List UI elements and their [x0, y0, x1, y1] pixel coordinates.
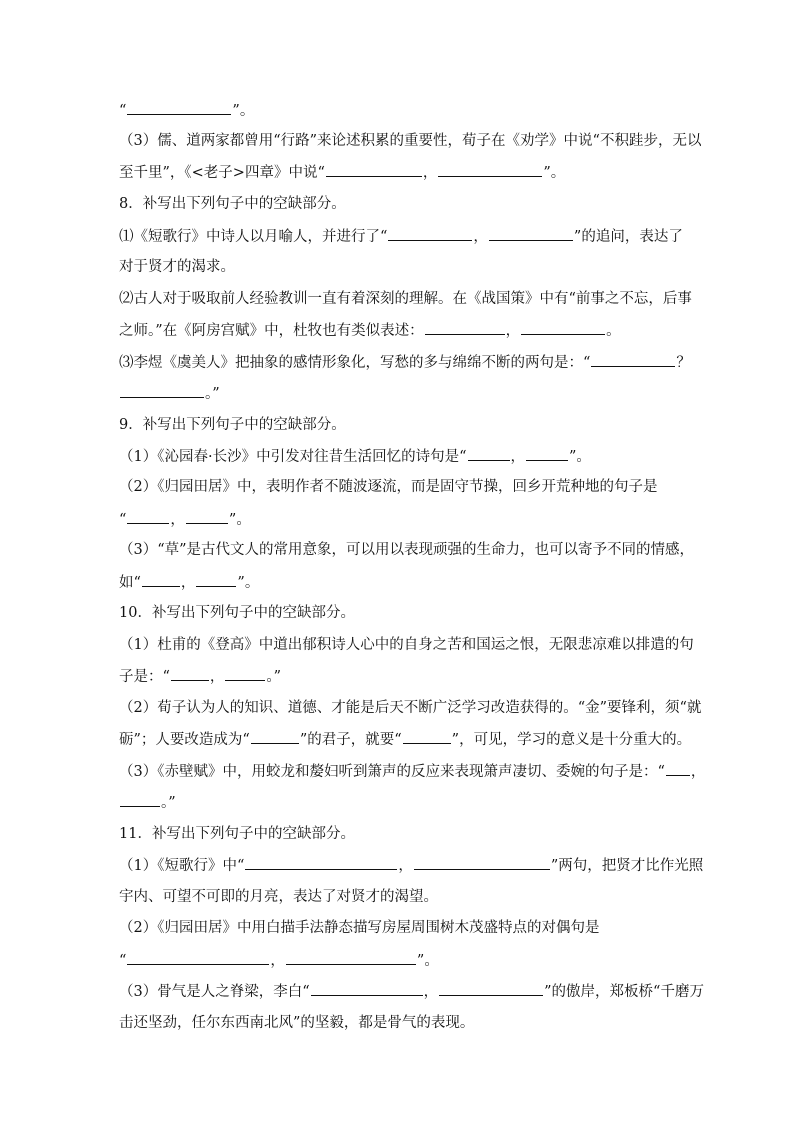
text-segment: ， [180, 575, 196, 591]
text-line [119, 540, 694, 560]
text-segment: 之师。”在《阿房宫赋》中，杜牧也有类似表述： [119, 323, 424, 339]
answer-blank[interactable] [489, 226, 573, 241]
text-segment: ”。 [232, 103, 255, 119]
text-segment: 至千里”，《<老子>四章》中说“ [119, 165, 325, 181]
text-segment: ？ [676, 355, 691, 371]
answer-blank[interactable] [225, 666, 265, 681]
text-segment: 对于贤才的渴求。 [119, 259, 235, 275]
text-line [119, 320, 621, 341]
text-segment: 。 [606, 323, 621, 339]
text-segment: ”，可见，学习的意义是十分重大的。 [451, 732, 692, 748]
answer-blank[interactable] [142, 572, 180, 587]
answer-blank[interactable] [127, 509, 169, 524]
text-line [119, 792, 176, 813]
text-segment: 。” [161, 795, 176, 811]
text-line [119, 226, 683, 247]
text-segment: ⑵古人对于吸取前人经验教训一直有着深刻的理解。在《战国策》中有“前事之不忘，后事 [119, 291, 692, 307]
answer-blank[interactable] [196, 572, 236, 587]
text-segment: （3）儒、道两家都曾用“行路”来论述积累的重要性，荀子在《劝学》中说“不积跬步，无以 [119, 133, 702, 149]
answer-blank[interactable] [245, 855, 397, 870]
text-segment: ， [690, 764, 706, 780]
answer-blank[interactable] [186, 509, 228, 524]
text-segment: ， [170, 512, 185, 528]
text-segment: “ [119, 953, 127, 969]
answer-blank[interactable] [468, 446, 510, 461]
text-segment: 砺”；人要改造成为“ [119, 732, 250, 748]
answer-blank[interactable] [251, 729, 299, 744]
text-line [119, 289, 692, 309]
text-line [119, 824, 355, 844]
text-segment: ⑴《短歌行》中诗人以月喻人，并进行了“ [119, 229, 388, 245]
answer-blank[interactable] [326, 162, 422, 177]
text-line [119, 257, 235, 277]
text-segment: ”。 [237, 575, 260, 591]
text-line [119, 666, 281, 687]
text-line [119, 1013, 474, 1033]
answer-blank[interactable] [666, 761, 690, 776]
text-segment: （3）“草”是古代文人的常用意象，可以用以表现顽强的生命力，也可以寄予不同的情感， [119, 542, 695, 558]
text-line [119, 352, 691, 373]
text-segment: 子是：“ [119, 669, 170, 685]
text-line [119, 698, 701, 718]
text-segment: “ [119, 103, 127, 119]
answer-blank[interactable] [438, 162, 542, 177]
text-line [119, 855, 703, 876]
text-line [119, 729, 691, 750]
text-segment: ， [505, 323, 521, 339]
text-segment: ⑶李煜《虞美人》把抽象的感情形象化，写愁的多与绵绵不断的两句是：“ [119, 355, 591, 371]
text-segment: （1）杜甫的《登高》中道出郁积诗人心中的自身之苦和国运之恨，无限悲凉难以排遣的句 [119, 637, 694, 653]
text-segment: ， [423, 984, 439, 1000]
text-segment: 10．补写出下列句子中的空缺部分。 [119, 605, 355, 621]
answer-blank[interactable] [439, 981, 543, 996]
answer-blank[interactable] [171, 666, 209, 681]
answer-blank[interactable] [388, 226, 472, 241]
text-segment: ， [510, 449, 525, 465]
text-segment: 。” [266, 669, 282, 685]
text-line [119, 887, 438, 907]
text-line [119, 194, 346, 214]
answer-blank[interactable] [521, 320, 605, 335]
text-segment: ， [422, 165, 438, 181]
text-line [119, 950, 439, 971]
answer-blank[interactable] [127, 950, 269, 965]
answer-blank[interactable] [120, 383, 204, 398]
text-segment: ， [270, 953, 285, 969]
answer-blank[interactable] [403, 729, 451, 744]
text-line [119, 572, 259, 593]
text-segment: （2）荀子认为人的知识、道德、才能是后天不断广泛学习改造获得的。“金”要锋利，须“就 [119, 700, 702, 716]
text-segment: （1）《沁园春·长沙》中引发对往昔生活回忆的诗句是“ [119, 449, 467, 465]
text-line [119, 100, 254, 121]
answer-blank[interactable] [591, 352, 675, 367]
text-segment: ”。 [416, 953, 439, 969]
text-segment: 11．补写出下列句子中的空缺部分。 [119, 826, 355, 842]
text-line [119, 415, 346, 435]
answer-blank[interactable] [127, 100, 231, 115]
text-segment: “ [119, 512, 127, 528]
text-segment: ”的君子，就要“ [299, 732, 402, 748]
text-segment: （2）《归园田居》中，表明作者不随波逐流，而是固守节操，回乡开荒种地的句子是 [119, 479, 658, 495]
answer-blank[interactable] [311, 981, 423, 996]
text-segment: 如“ [119, 575, 141, 591]
text-segment: ”两句，把贤才比作光照 [550, 858, 704, 874]
text-segment: ”。 [543, 165, 566, 181]
text-line [119, 383, 220, 404]
text-segment: ”。 [569, 449, 591, 465]
text-line [119, 446, 591, 467]
text-line [119, 509, 251, 530]
text-segment: ”的傲岸，郑板桥“千磨万 [544, 984, 704, 1000]
text-segment: （3）骨气是人之脊梁，李白“ [119, 984, 310, 1000]
text-line [119, 603, 355, 623]
text-segment: （1）《短歌行》中“ [119, 858, 245, 874]
text-segment: ”。 [228, 512, 251, 528]
text-segment: 击还坚劲，任尔东西南北风”的坚毅，都是骨气的表现。 [119, 1015, 475, 1031]
answer-blank[interactable] [425, 320, 505, 335]
text-line [119, 635, 694, 655]
answer-blank[interactable] [414, 855, 550, 870]
text-segment: ， [473, 229, 488, 245]
text-segment: （3）《赤壁赋》中，用蛟龙和嫠妇听到箫声的反应来表现箫声凄切、委婉的句子是：“ [119, 764, 665, 780]
text-segment: ”的追问，表达了 [573, 229, 683, 245]
text-segment: 8．补写出下列句子中的空缺部分。 [119, 196, 346, 212]
answer-blank[interactable] [286, 950, 416, 965]
text-line [119, 981, 704, 1002]
answer-blank[interactable] [526, 446, 568, 461]
text-segment: ， [398, 858, 413, 874]
text-line [119, 477, 657, 497]
answer-blank[interactable] [120, 792, 160, 807]
text-segment: 9．补写出下列句子中的空缺部分。 [119, 417, 346, 433]
text-segment: 宇内、可望不可即的月亮，表达了对贤才的渴望。 [119, 889, 438, 905]
text-segment: 。” [205, 386, 220, 402]
text-line [119, 131, 701, 151]
text-line [119, 162, 565, 183]
text-segment: （2）《归园田居》中用白描手法静态描写房屋周围树木茂盛特点的对偶句是 [119, 920, 600, 936]
text-line [119, 918, 599, 938]
text-line [119, 761, 705, 782]
text-segment: ， [209, 669, 225, 685]
